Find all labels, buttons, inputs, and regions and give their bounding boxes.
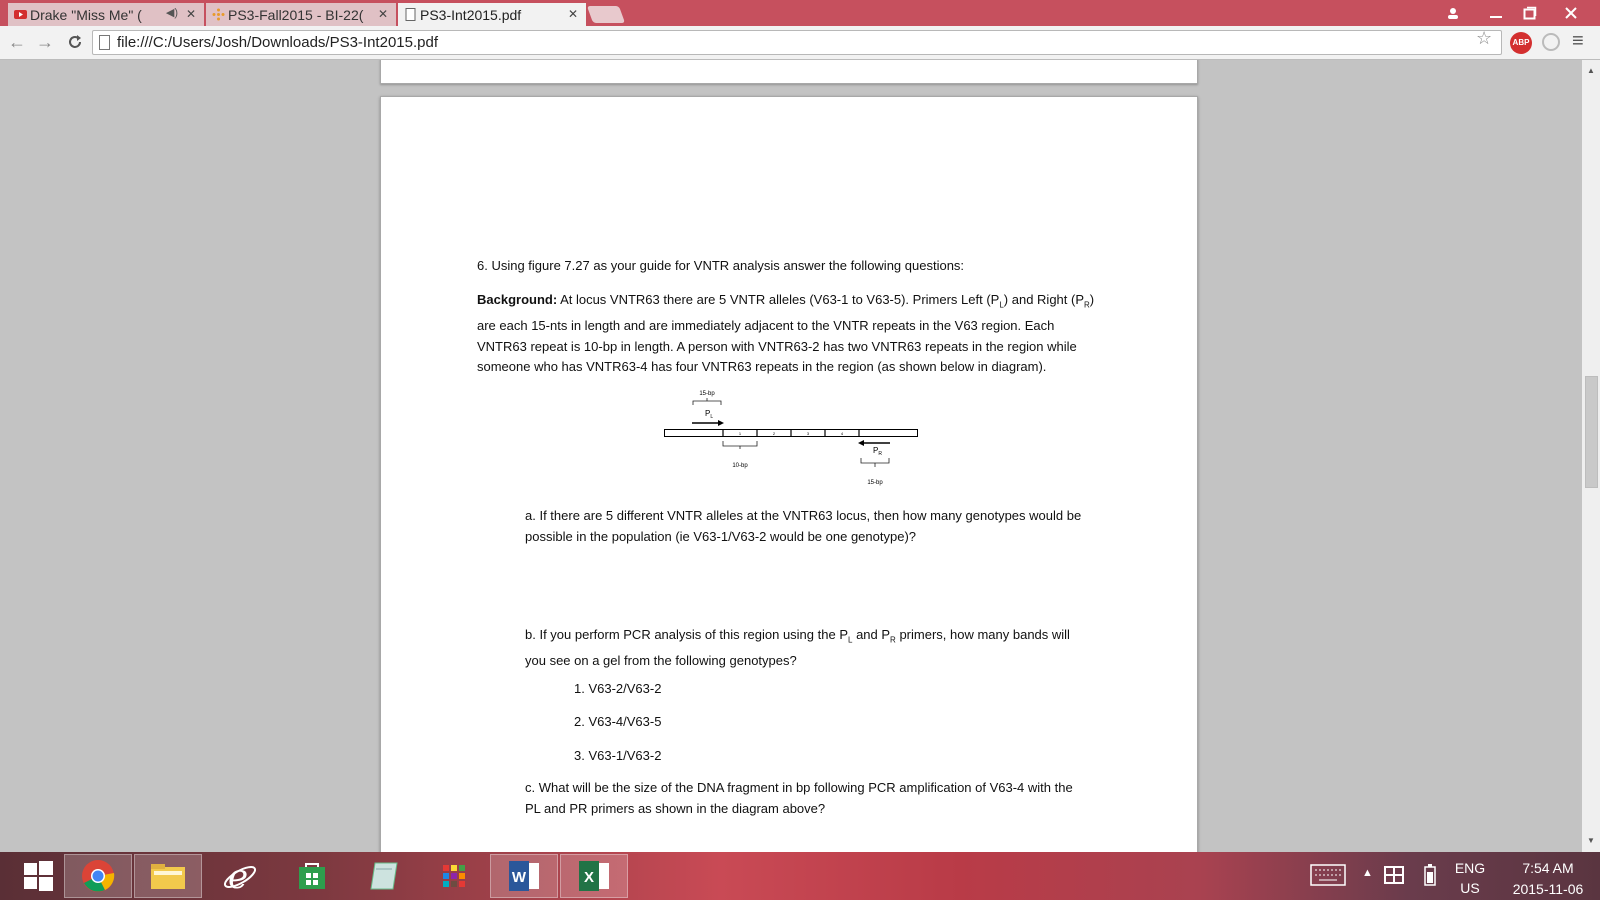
touch-keyboard-icon[interactable] [1310, 864, 1346, 889]
excel-icon[interactable] [560, 854, 628, 898]
background-line: someone who has VNTR63-4 has four VNTR63 repeats in the region (as shown below in diagram). [477, 359, 1047, 375]
youtube-icon [14, 8, 27, 21]
vntr-diagram [664, 387, 924, 492]
repeat-number: 2 [772, 431, 776, 436]
restore-icon[interactable] [1514, 0, 1546, 26]
background-label: Background: [477, 292, 558, 307]
scroll-down-icon[interactable]: ▼ [1587, 836, 1595, 845]
file-explorer-icon[interactable] [134, 854, 202, 898]
new-tab-button[interactable] [587, 6, 625, 23]
tab-drake[interactable] [8, 3, 204, 26]
start-icon[interactable] [4, 854, 72, 898]
question-a: a. If there are 5 different VNTR alleles at the VNTR63 locus, then how many genotypes would be possible in the population (ie V63-1/V63-2 would be one genotype)? [525, 508, 1082, 544]
address-bar[interactable] [92, 30, 1502, 55]
action-center-icon[interactable] [1384, 865, 1404, 888]
back-icon[interactable]: ← [8, 32, 26, 52]
repeat-number: 4 [840, 431, 844, 436]
close-tab-icon[interactable]: ✕ [377, 7, 388, 21]
language-code: ENG [1454, 860, 1486, 876]
apps-icon[interactable] [420, 854, 488, 898]
close-tab-icon[interactable]: ✕ [185, 7, 196, 21]
taskbar [0, 852, 1600, 900]
menu-icon[interactable]: ≡ [1572, 30, 1584, 52]
internet-explorer-icon[interactable] [206, 854, 274, 898]
bookmark-star-icon[interactable]: ☆ [1476, 28, 1493, 48]
svg-text:e: e [228, 858, 249, 894]
pdf-page [380, 96, 1198, 852]
primer-right-label: $P_R$ [873, 446, 882, 457]
scroll-thumb[interactable] [1585, 376, 1598, 488]
reload-icon[interactable] [64, 31, 86, 53]
notes-icon[interactable] [350, 854, 418, 898]
repeat-number: 1 [738, 431, 742, 436]
scroll-up-icon[interactable]: ▲ [1587, 66, 1595, 75]
clock-time: 7:54 AM [1522, 860, 1574, 876]
tab-ps3-int2015[interactable] [398, 3, 586, 26]
clock[interactable] [1500, 858, 1596, 900]
tab-label: PS3-Fall2015 - BI-22( [228, 6, 364, 23]
excel-letter: X [583, 869, 595, 886]
clock-date: 2015-11-06 [1512, 881, 1584, 897]
genotype-item: 2. V63-4/V63-5 [574, 714, 662, 729]
background-line: are each 15-nts in length and are immediately adjacent to the VNTR repeats in the V63 region. Each [477, 318, 1055, 334]
close-tab-icon[interactable]: ✕ [567, 7, 578, 21]
background-paragraph: Background: At locus VNTR63 there are 5 VNTR alleles (V63-1 to V63-5). Primers Left $(P_L)$ and Right $(P_R)$ are each 15-nts in length and are immediately adjacent to the VNTR repeats in the V63 region. Each VNTR63 repeat is 10-bp in length. A person with VNTR63-2 has two VNTR63 repeats in the region while someone who has VNTR63-4 has four VNTR63 repeats in the region (as shown below in diagram). [477, 292, 1095, 375]
pdf-viewer[interactable] [0, 60, 1600, 852]
toolbar [0, 26, 1600, 60]
title-bar [0, 0, 1600, 26]
page-icon [404, 8, 417, 21]
right-bp-label: 15-bp [867, 480, 883, 486]
question-b: b. If you perform PCR analysis of this region using the $P_L$ and $P_R$ primers, how many bands will you see on a gel from the following genotypes? [525, 627, 1070, 669]
dots-icon [212, 8, 225, 21]
minimize-icon[interactable] [1480, 0, 1512, 26]
right-bracket [861, 458, 889, 467]
word-icon[interactable] [490, 854, 558, 898]
forward-icon[interactable]: → [36, 32, 54, 52]
battery-icon[interactable] [1424, 864, 1436, 889]
address-input[interactable] [117, 32, 1467, 53]
left-bracket [693, 398, 721, 405]
tab-label: PS3-Int2015.pdf [420, 6, 522, 23]
background-line: VNTR63 repeat is 10-bp in length. A person with VNTR63-2 has two VNTR63 repeats in the region while [477, 338, 1077, 354]
region-code: US [1460, 880, 1480, 896]
extension-icon[interactable] [1542, 33, 1560, 51]
store-icon[interactable] [278, 854, 346, 898]
primer-left-label: $P_L$ [705, 409, 714, 420]
repeat-bp-label: 10-bp [732, 463, 748, 469]
profile-icon[interactable] [1440, 0, 1466, 26]
genotype-item: 3. V63-1/V63-2 [574, 748, 662, 763]
repeat-number: 3 [806, 431, 810, 436]
left-bp-label: 15-bp [699, 391, 715, 397]
chrome-icon[interactable] [64, 854, 132, 898]
close-window-icon[interactable] [1548, 0, 1594, 26]
adblock-plus-icon[interactable]: ABP [1510, 32, 1532, 54]
genotype-item: 1. V63-2/V63-2 [574, 681, 662, 696]
language-indicator[interactable] [1452, 858, 1488, 898]
speaker-icon[interactable]: ◀︎) [165, 7, 178, 19]
tab-ps3-fall2015[interactable] [206, 3, 396, 26]
previous-page [380, 60, 1198, 84]
vertical-scrollbar[interactable] [1582, 60, 1600, 852]
repeat-bracket [723, 441, 757, 449]
word-letter: W [511, 869, 527, 886]
question-c: c. What will be the size of the DNA fragment in bp following PCR amplification of V63-4 with the PL and PR primers as shown in the diagram above? [525, 780, 1073, 816]
tab-label: Drake "Miss Me" ( [30, 6, 142, 23]
question-6-heading: 6. Using figure 7.27 as your guide for VNTR analysis answer the following questions: [477, 258, 965, 273]
show-hidden-icons-icon[interactable]: ▲ [1362, 867, 1373, 879]
page-icon [99, 35, 110, 50]
